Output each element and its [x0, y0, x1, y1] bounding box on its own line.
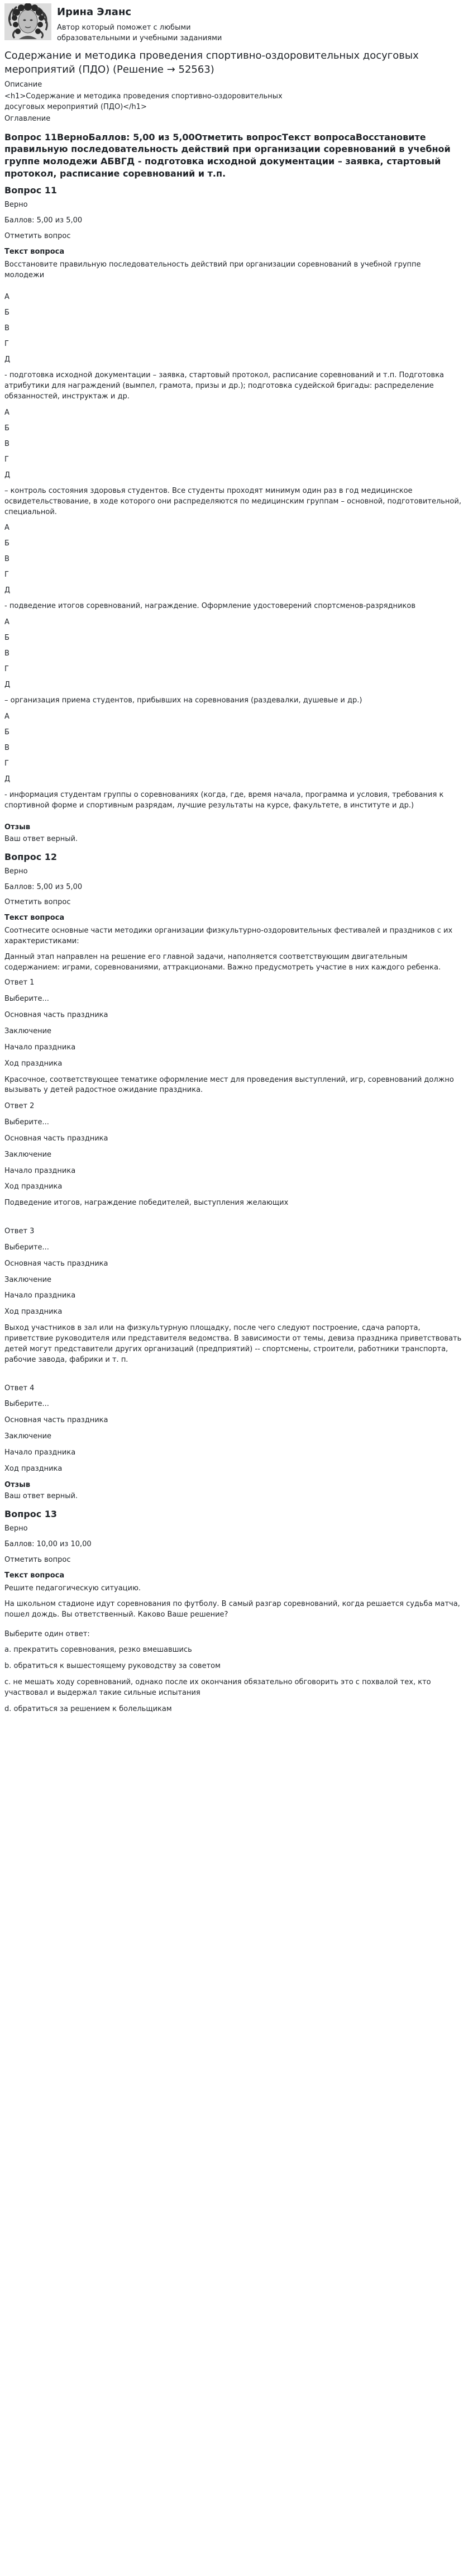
answer-3-label: Ответ 3 [4, 1227, 35, 1236]
letter-c: В [4, 324, 9, 333]
question-13 [4, 1508, 469, 1714]
letter-a: А [4, 408, 9, 417]
question-11-feedback-title: Отзыв [4, 823, 31, 831]
question-11-score: Баллов: 5,00 из 5,00 [4, 216, 83, 225]
answer-2-label: Ответ 2 [4, 1102, 35, 1111]
question-12-text-title: Текст вопроса [4, 914, 65, 923]
select-option[interactable]: Начало праздника [4, 1448, 76, 1457]
select-option[interactable]: Выберите... [4, 995, 49, 1004]
question-12-flag[interactable]: Отметить вопрос [4, 898, 71, 907]
select-option[interactable]: Заключение [4, 1432, 52, 1441]
letter-b: Б [4, 728, 9, 737]
avatar-photo-icon [4, 3, 51, 40]
answer-1 [4, 978, 469, 1096]
answer-2-description: Подведение итогов, награждение победителей, выступления желающих [4, 1199, 289, 1208]
letter-e: Д [4, 355, 11, 364]
answer-4-select[interactable] [4, 1399, 469, 1474]
letter-d: Г [4, 571, 9, 579]
question-11-text-title: Текст вопроса [4, 247, 65, 256]
question-11 [4, 184, 469, 844]
question-13-situation: На школьном стадионе идут соревнования по футболу. В самый разгар соревнований, когда решается судьба матча, пошел дождь. Вы ответственный. Каково Ваше решение? [4, 1599, 460, 1619]
choice-d[interactable]: d. обратиться за решением к болельщикам [4, 1704, 172, 1713]
question-12-intro: Данный этап направлен на решение его главной задачи, наполняется соответствующим двигательным содержанием: играми, соревнованиями, аттракционами. Важно предусмотреть участие в них каждого ребенка. [4, 952, 441, 972]
question-11-flag[interactable]: Отметить вопрос [4, 232, 71, 240]
question-13-text: Решите педагогическую ситуацию. [4, 1584, 141, 1593]
author-info [57, 3, 241, 44]
answer-3-description: Выход участников в зал или на физкультурную площадку, после чего следуют построение, сдача рапорта, приветствие руководителя или представителя ведомства. В зависимости от темы, девиза праздника приветствовать детей могут представители других организаций (предприятий) -- спортсмены, строители, работники транспорта, рабочие завода, фабрики и т. п. [4, 1324, 462, 1364]
letter-b: Б [4, 308, 9, 317]
description-label: Описание [4, 80, 42, 89]
letter-a: А [4, 293, 9, 302]
select-option[interactable]: Основная часть праздника [4, 1259, 108, 1268]
select-option[interactable]: Основная часть праздника [4, 1416, 108, 1425]
sequence-item-2: – контроль состояния здоровья студентов. Все студенты проходят минимум один раз в год медицинское освидетельствование, в ходе которого они распределяются по медицинским группам – основной, подготовительной, специальной. [4, 486, 461, 516]
answer-3 [4, 1227, 469, 1365]
select-option[interactable]: Ход праздника [4, 1059, 63, 1068]
choice-a[interactable]: a. прекратить соревнования, резко вмешавшись [4, 1646, 192, 1655]
select-option[interactable]: Выберите... [4, 1118, 49, 1127]
letter-e: Д [4, 470, 11, 479]
letter-a: А [4, 618, 9, 627]
answer-1-description: Красочное, соответствующее тематике оформление мест для проведения выступлений, игр, соревнований должно вызывать у детей радостное ожидание праздника. [4, 1075, 454, 1095]
question-13-text-title: Текст вопроса [4, 1571, 65, 1580]
question-12-text: Соотнесите основные части методики организации физкультурно-оздоровительных фестивалей и праздников с их характеристиками: [4, 926, 453, 945]
letter-d: Г [4, 665, 9, 674]
select-option[interactable]: Ход праздника [4, 1182, 63, 1191]
letter-b: Б [4, 424, 9, 432]
select-option[interactable]: Основная часть праздника [4, 1134, 108, 1143]
letter-e: Д [4, 775, 11, 784]
question-13-score: Баллов: 10,00 из 10,00 [4, 1540, 92, 1549]
letter-e: Д [4, 586, 11, 595]
letter-d: Г [4, 759, 9, 768]
description-text: <h1>Содержание и методика проведения спортивно-оздоровительных досуговых мероприятий (ПДО)</h1> [4, 92, 283, 112]
letter-c: В [4, 649, 9, 658]
author-description: Автор который поможет с любыми образовательными и учебными заданиями [57, 23, 222, 42]
sequence-item-5: - информация студентам группы о соревнованиях (когда, где, время начала, программа и условия, требования к спортивной форме и спортивным разрядам, лучшие результаты на курсе, факультете, в институте и др.) [4, 791, 444, 810]
select-option[interactable]: Заключение [4, 1026, 52, 1035]
page-title: Содержание и методика проведения спортивно-оздоровительных досуговых мероприятий (ПДО) (Решение → 52563) [4, 50, 419, 76]
select-option[interactable]: Заключение [4, 1275, 52, 1284]
question-11-summary: Вопрос 11ВерноБаллов: 5,00 из 5,00Отметить вопросТекст вопросаВосстановите правильную последовательность действий при организации соревнований в учебной группе молодежи АБВГД - подготовка исходной документации – заявка, стартовый протокол, расписание соревнований и т.п. [4, 131, 451, 179]
question-13-flag[interactable]: Отметить вопрос [4, 1556, 71, 1565]
choice-b[interactable]: b. обратиться к вышестоящему руководству за советом [4, 1662, 221, 1671]
answer-4-label: Ответ 4 [4, 1384, 35, 1392]
select-option[interactable]: Заключение [4, 1150, 52, 1159]
answer-4 [4, 1384, 469, 1475]
letter-a: А [4, 712, 9, 721]
question-11-heading: Вопрос 11 [4, 185, 58, 196]
letter-d: Г [4, 455, 9, 464]
question-13-heading: Вопрос 13 [4, 1509, 58, 1520]
sequence-item-4: – организация приема студентов, прибывших на соревнования (раздевалки, душевые и др.) [4, 696, 362, 705]
select-option[interactable]: Ход праздника [4, 1464, 63, 1473]
letter-c: В [4, 555, 9, 564]
question-11-feedback: Ваш ответ верный. [4, 834, 78, 843]
select-option[interactable]: Выберите... [4, 1243, 49, 1252]
question-12-score: Баллов: 5,00 из 5,00 [4, 882, 83, 891]
select-option[interactable]: Начало праздника [4, 1043, 76, 1052]
letter-b: Б [4, 539, 9, 548]
question-12 [4, 850, 469, 1503]
answer-1-select[interactable] [4, 994, 469, 1069]
letter-d: Г [4, 340, 9, 349]
author-name[interactable]: Ирина Эланс [57, 6, 132, 18]
sequence-item-1: - подготовка исходной документации – заявка, стартовый протокол, расписание соревнований и т.п. Подготовка атрибутики для награждений (вымпел, грамота, призы и др.); подготовка судейской бригады: распределение обязанностей, инструктаж и др. [4, 371, 445, 401]
choice-c[interactable]: c. не мешать ходу соревнований, однако после их окончания обязательно обговорить это с похвалой тех, кто участвовал и выдержал такие сильные испытания [4, 1677, 431, 1697]
select-option[interactable]: Ход праздника [4, 1308, 63, 1316]
letter-b: Б [4, 634, 9, 643]
toc-label: Оглавление [4, 114, 51, 123]
answer-1-label: Ответ 1 [4, 978, 35, 987]
author-card [4, 0, 469, 40]
answer-3-select[interactable] [4, 1243, 469, 1318]
question-12-heading: Вопрос 12 [4, 851, 58, 862]
answer-2 [4, 1101, 469, 1209]
letter-e: Д [4, 681, 11, 690]
letter-c: В [4, 439, 9, 448]
question-12-status: Верно [4, 867, 28, 876]
letter-c: В [4, 744, 9, 753]
question-13-status: Верно [4, 1524, 28, 1533]
letter-a: А [4, 524, 9, 533]
select-option[interactable]: Начало праздника [4, 1166, 76, 1175]
select-option[interactable]: Основная часть праздника [4, 1011, 108, 1020]
question-12-feedback-title: Отзыв [4, 1480, 31, 1489]
answer-2-select[interactable] [4, 1118, 469, 1192]
question-11-text: Восстановите правильную последовательность действий при организации соревнований в учебной группе молодежи [4, 260, 421, 279]
sequence-item-3: - подведение итогов соревнований, награждение. Оформление удостоверений спортсменов-разрядников [4, 602, 416, 611]
author-avatar[interactable] [4, 3, 51, 40]
question-11-status: Верно [4, 201, 28, 210]
question-12-feedback: Ваш ответ верный. [4, 1492, 78, 1501]
select-option[interactable]: Выберите... [4, 1400, 49, 1409]
question-13-choose-label: Выберите один ответ: [4, 1630, 90, 1639]
select-option[interactable]: Начало праздника [4, 1291, 76, 1300]
